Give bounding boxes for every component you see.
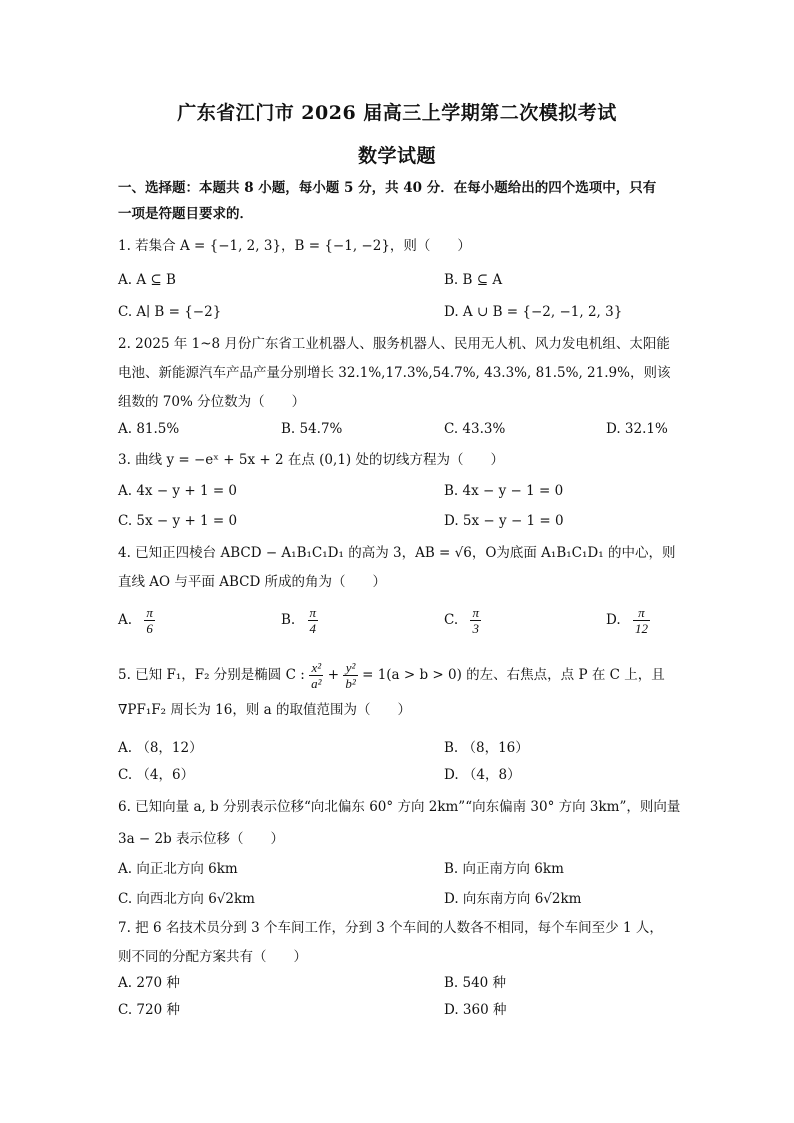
- q4-option-c-fraction: [470, 605, 481, 636]
- q5-plus: +: [327, 667, 340, 683]
- q7-option-a: A. 270 种: [118, 975, 180, 991]
- q5-y-numerator: y²: [343, 660, 357, 676]
- q5-option-d: D. （4，8）: [444, 767, 521, 783]
- q7-line-2: 则不同的分配方案共有（ ）: [118, 949, 307, 965]
- q6-option-c: C. 向西北方向 6√2km: [118, 891, 255, 907]
- q3-option-c: C. 5x − y + 1 = 0: [118, 513, 238, 529]
- q1-option-c: C. A∣ B = {−2}: [118, 304, 222, 320]
- q6-line-2: 3a − 2b 表示位移（ ）: [118, 831, 285, 847]
- exam-title: 广东省江门市 2026 届高三上学期第二次模拟考试: [177, 102, 617, 124]
- q7-option-b: B. 540 种: [444, 975, 507, 991]
- q4-line-2: 直线 AO 与平面 ABCD 所成的角为（ ）: [118, 574, 387, 590]
- section-line-1: 一、选择题：本题共 8 小题，每小题 5 分，共 40 分．在每小题给出的四个选项中，只有: [118, 180, 657, 196]
- section-heading: [118, 175, 678, 227]
- q4-option-a-fraction: [144, 605, 155, 636]
- q4-b-numerator: π: [309, 605, 317, 620]
- q2-option-c: C. 43.3%: [444, 421, 506, 437]
- q4-c-denominator: 3: [472, 621, 479, 636]
- q4-option-d-fraction: [633, 605, 650, 636]
- section-line-2: 一项是符题目要求的．: [118, 206, 253, 222]
- q4-option-b: [281, 605, 318, 636]
- q4-option-d: [606, 605, 650, 636]
- question-5-stem: [118, 660, 678, 725]
- q5-option-a: A. （8，12）: [118, 740, 203, 756]
- q4-option-c: [444, 605, 481, 636]
- q4-c-numerator: π: [472, 605, 479, 620]
- q7-option-d: D. 360 种: [444, 1002, 507, 1018]
- q6-option-a: A. 向正北方向 6km: [118, 861, 238, 877]
- q5-option-c: C. （4，6）: [118, 767, 195, 783]
- q4-option-a: [118, 605, 155, 636]
- q4-a-denominator: 6: [146, 621, 153, 636]
- q4-option-a-label: A.: [118, 612, 133, 628]
- q6-option-d: D. 向东南方向 6√2km: [444, 891, 582, 907]
- q7-line-1: 7. 把 6 名技术员分到 3 个车间工作，分到 3 个车间的人数各不相同，每个车间至少 1 人，: [118, 920, 663, 936]
- q5-y-denominator: b²: [345, 676, 356, 691]
- q4-option-c-label: C.: [444, 612, 459, 628]
- q2-line-2: 电池、新能源汽车产品产量分别增长 32.1%,17.3%,54.7%, 43.3%, 81.5%, 21.9%，则该: [118, 365, 671, 381]
- q5-option-b: B. （8，16）: [444, 740, 529, 756]
- q6-line-1: 6. 已知向量 a, b 分别表示位移“向北偏东 60° 方向 2km”“向东偏南 30° 方向 3km”，则向量: [118, 799, 681, 815]
- q4-a-numerator: π: [146, 605, 153, 620]
- question-3-stem: 3. 曲线 y = −eˣ + 5x + 2 在点 (0,1) 处的切线方程为（ ）: [118, 452, 504, 468]
- exam-subtitle: 数学试题: [357, 145, 436, 167]
- q4-b-denominator: 4: [309, 621, 317, 636]
- q1-option-b: B. B ⊆ A: [444, 272, 503, 288]
- q4-option-d-label: D.: [606, 612, 621, 628]
- question-7-stem: [118, 914, 678, 972]
- q4-line-1: 4. 已知正四棱台 ABCD − A₁B₁C₁D₁ 的高为 3，AB = √6，O为底面 A₁B₁C₁D₁ 的中心，则: [118, 545, 676, 561]
- q4-d-denominator: 12: [634, 621, 648, 636]
- q3-option-b: B. 4x − y − 1 = 0: [444, 483, 564, 499]
- q1-option-d: D. A ∪ B = {−2, −1, 2, 3}: [444, 304, 623, 320]
- q5-fraction-x: [309, 660, 323, 691]
- q3-option-a: A. 4x − y + 1 = 0: [118, 483, 238, 499]
- question-2-stem: [118, 330, 678, 417]
- q5-line-1-prefix: 5. 已知 F₁，F₂ 分别是椭圆 C :: [118, 667, 305, 683]
- q2-line-1: 2. 2025 年 1~8 月份广东省工业机器人、服务机器人、民用无人机、风力发电机组、太阳能: [118, 336, 670, 352]
- q4-d-numerator: π: [633, 605, 650, 621]
- q1-option-a: A. A ⊆ B: [118, 272, 176, 288]
- q5-x-numerator: x²: [309, 660, 323, 676]
- q5-fraction-y: [343, 660, 357, 691]
- q2-option-a: A. 81.5%: [118, 421, 180, 437]
- q5-line-2: ∇PF₁F₂ 周长为 16，则 a 的取值范围为（ ）: [118, 702, 411, 718]
- q2-line-3: 组数的 70% 分位数为（ ）: [118, 394, 306, 410]
- q3-option-d: D. 5x − y − 1 = 0: [444, 513, 564, 529]
- question-6-stem: [118, 791, 681, 855]
- q4-option-b-fraction: [308, 605, 319, 636]
- question-4-stem: [118, 539, 678, 597]
- q2-option-b: B. 54.7%: [281, 421, 343, 437]
- q5-line-1-suffix: = 1(a > b > 0) 的左、右焦点，点 P 在 C 上，且: [362, 667, 665, 683]
- q7-option-c: C. 720 种: [118, 1002, 180, 1018]
- q4-option-b-label: B.: [281, 612, 296, 628]
- q2-option-d: D. 32.1%: [606, 421, 668, 437]
- question-1-stem: 1. 若集合 A = {−1, 2, 3}，B = {−1, −2}，则（ ）: [118, 238, 471, 254]
- q6-option-b: B. 向正南方向 6km: [444, 861, 564, 877]
- q5-x-denominator: a²: [311, 676, 322, 691]
- q5-line-1: [118, 660, 678, 691]
